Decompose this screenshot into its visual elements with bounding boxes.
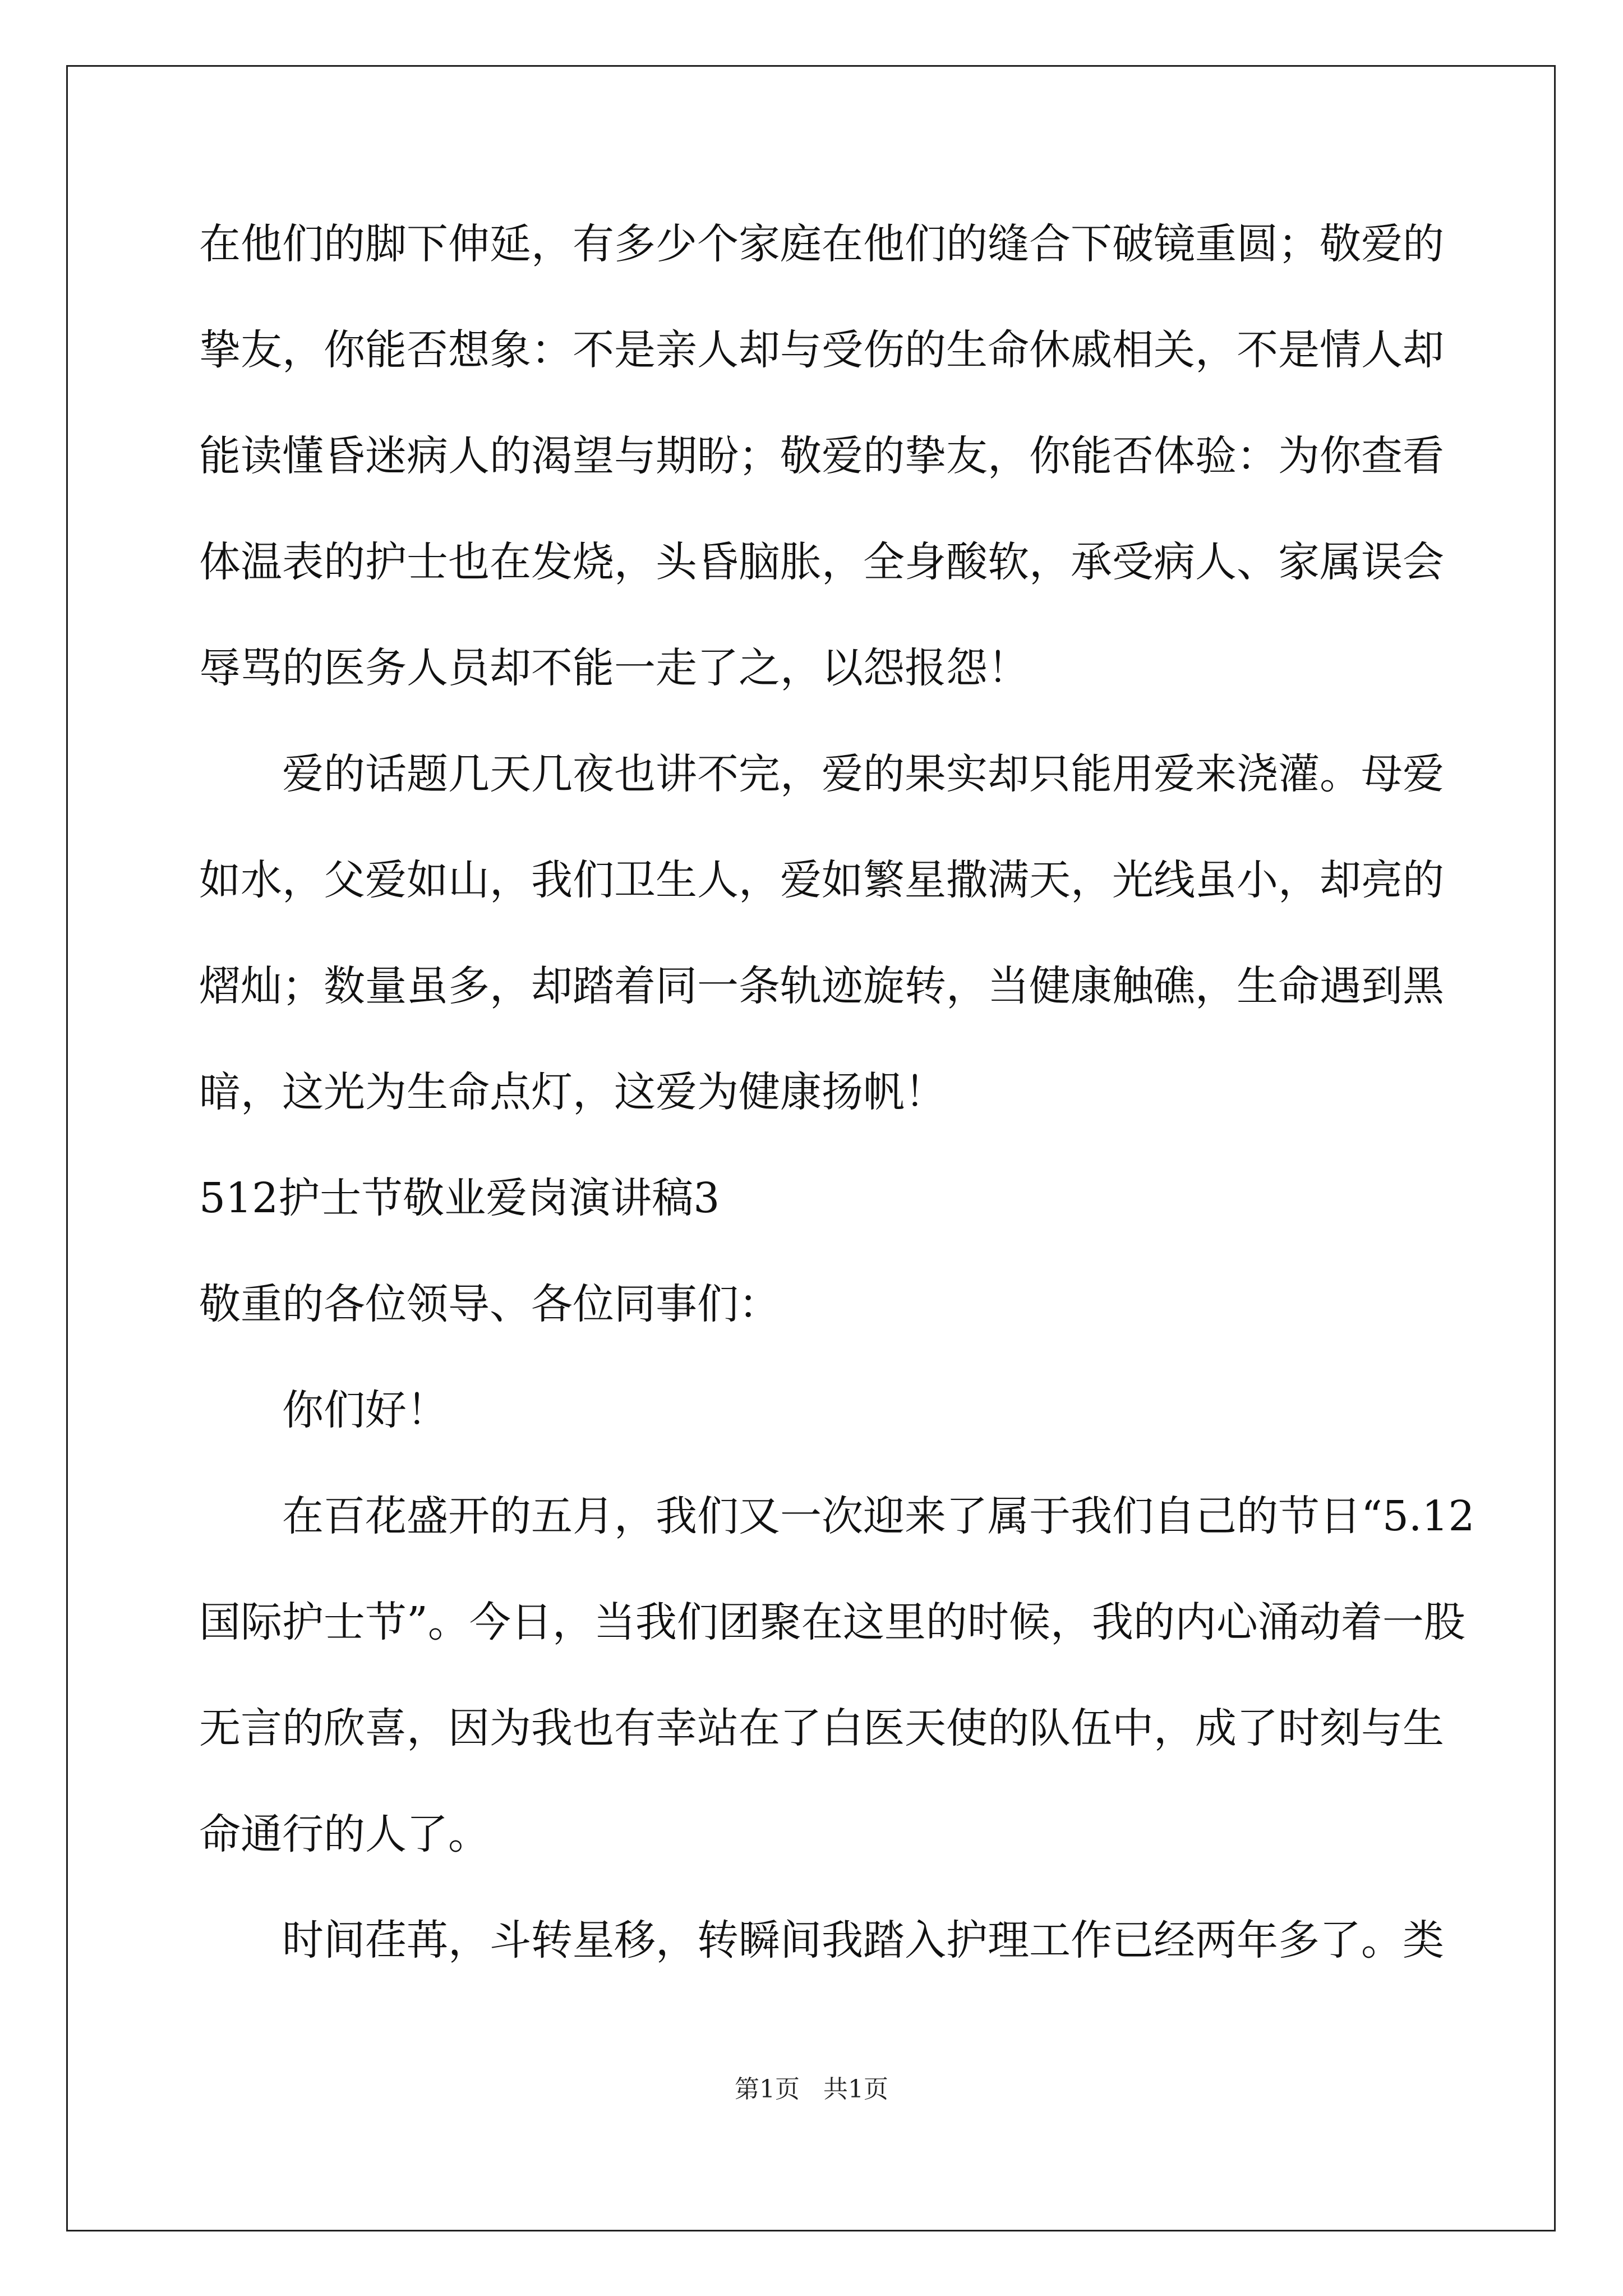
text-line: 挚友，你能否想象：不是亲人却与受伤的生命休戚相关，不是情人却: [199, 326, 1444, 374]
text-line: 如水，父爱如山，我们卫生人，爱如繁星撒满天，光线虽小，却亮的: [199, 856, 1444, 904]
text-line: 无言的欣喜，因为我也有幸站在了白医天使的队伍中，成了时刻与生: [199, 1704, 1444, 1752]
text-line: 体温表的护士也在发烧，头昏脑胀，全身酸软，承受病人、家属误会: [199, 538, 1444, 586]
paragraph-first-line: 在百花盛开的五月，我们又一次迎来了属于我们自己的节日“5.12: [282, 1492, 1475, 1540]
page-number-footer: 第1页 共1页: [735, 2075, 888, 2104]
document-body: [199, 213, 1475, 2016]
text-line: 熠灿；数量虽多，却踏着同一条轨迹旋转，当健康触礁，生命遇到黑: [199, 962, 1444, 1010]
text-line: 暗，这光为生命点灯，这爱为健康扬帆！: [199, 1068, 946, 1116]
salutation: 敬重的各位领导、各位同事们：: [199, 1280, 780, 1328]
text-line: 能读懂昏迷病人的渴望与期盼；敬爱的挚友，你能否体验：为你查看: [199, 432, 1444, 480]
text-line: 在他们的脚下伸延，有多少个家庭在他们的缝合下破镜重圆；敬爱的: [199, 220, 1444, 268]
text-line: 辱骂的医务人员却不能一走了之，以怨报怨！: [199, 644, 1029, 692]
paragraph-first-line: 爱的话题几天几夜也讲不完，爱的果实却只能用爱来浇灌。母爱: [282, 750, 1444, 798]
section-heading: 512护士节敬业爱岗演讲稿3: [199, 1174, 720, 1222]
paragraph-first-line: 时间荏苒，斗转星移，转瞬间我踏入护理工作已经两年多了。类: [282, 1916, 1444, 1964]
text-line: 国际护士节”。今日，当我们团聚在这里的时候，我的内心涌动着一股: [199, 1598, 1465, 1646]
text-line: 命通行的人了。: [199, 1810, 490, 1858]
greeting: 你们好！: [282, 1386, 448, 1434]
